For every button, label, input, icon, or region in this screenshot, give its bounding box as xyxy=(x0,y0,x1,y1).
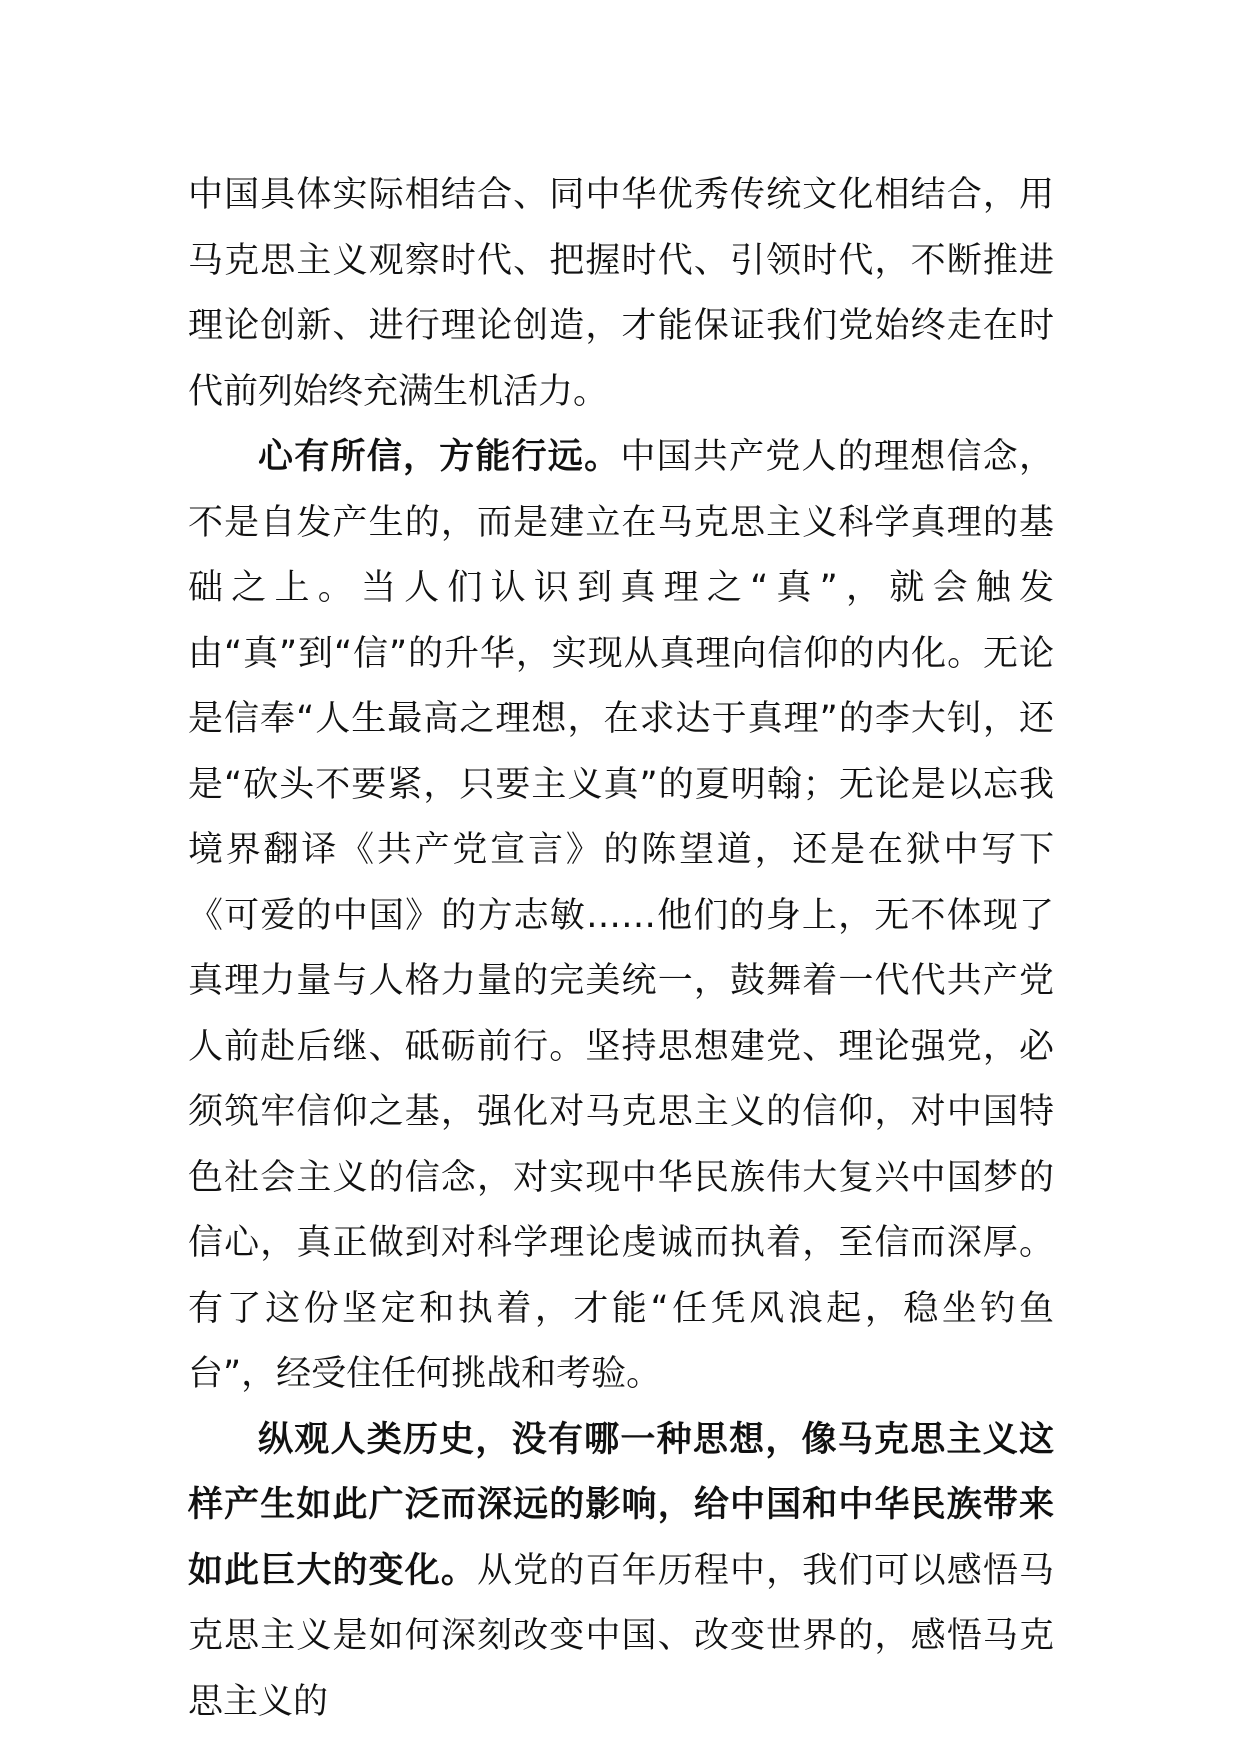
document-page xyxy=(188,163,1054,1735)
paragraph-3 xyxy=(188,1408,1054,1736)
paragraph-3-text: 从党的百年历程中，我们可以感悟马克思主义是如何深刻改变中国、改变世界的，感悟马克思主义的 xyxy=(188,1550,1054,1722)
paragraph-2 xyxy=(188,425,1054,1408)
paragraph-1 xyxy=(188,163,1054,425)
paragraph-2-text: 中国共产党人的理想信念，不是自发产生的，而是建立在马克思主义科学真理的基础之上。当人们认识到真理之“真”，就会触发由“真”到“信”的升华，实现从真理向信仰的内化。无论是信奉“人生最高之理想，在求达于真理”的李大钊，还是“砍头不要紧，只要主义真”的夏明翰；无论是以忘我境界翻译《共产党宣言》的陈望道，还是在狱中写下《可爱的中国》的方志敏……他们的身上，无不体现了真理力量与人格力量的完美统一，鼓舞着一代代共产党人前赴后继、砥砺前行。坚持思想建党、理论强党，必须筑牢信仰之基，强化对马克思主义的信仰，对中国特色社会主义的信念，对实现中华民族伟大复兴中国梦的信心，真正做到对科学理论虔诚而执着，至信而深厚。有了这份坚定和执着，才能“任凭风浪起，稳坐钓鱼台”，经受住任何挑战和考验。 xyxy=(188,437,1054,1394)
paragraph-1-text: 中国具体实际相结合、同中华优秀传统文化相结合，用马克思主义观察时代、把握时代、引领时代，不断推进理论创新、进行理论创造，才能保证我们党始终走在时代前列始终充满生机活力。 xyxy=(188,175,1054,412)
paragraph-3-lead: 纵观人类历史，没有哪一种思想，像马克思主义这样产生如此广泛而深远的影响，给中国和中华民族带来如此巨大的变化。 xyxy=(188,1419,1054,1591)
paragraph-2-lead: 心有所信，方能行远。 xyxy=(258,437,621,477)
